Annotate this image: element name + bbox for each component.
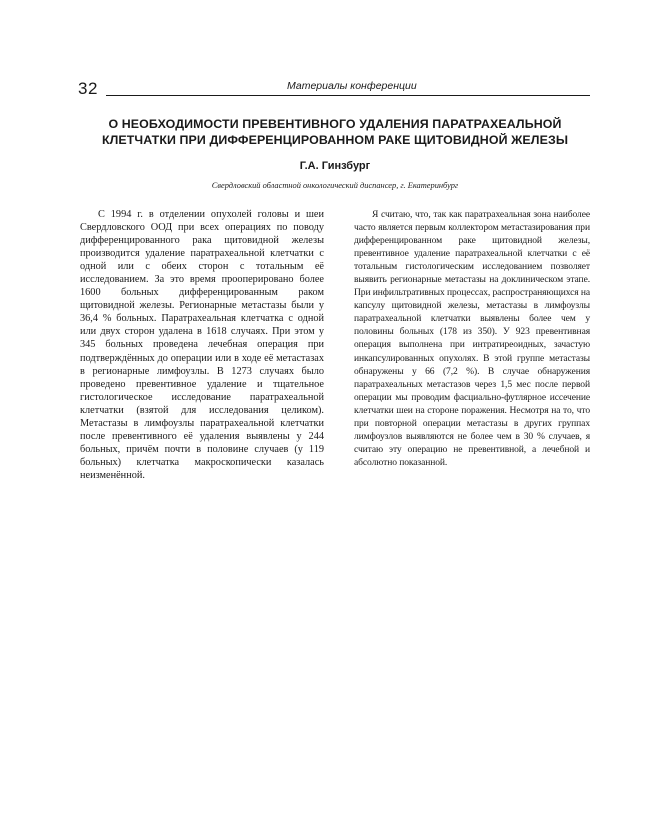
article-title: О НЕОБХОДИМОСТИ ПРЕВЕНТИВНОГО УДАЛЕНИЯ ПАРАТРАХЕАЛЬНОЙ КЛЕТЧАТКИ ПРИ ДИФФЕРЕНЦИРОВАННОМ РАКЕ ЩИТОВИДНОЙ ЖЕЛЕЗЫ <box>101 117 569 147</box>
page-number: 32 <box>78 79 98 98</box>
right-column-text: Я считаю, что, так как паратрахеальная зона наиболее часто является первым коллектором метастазирования при дифференцированном раке щитовидной железы, превентивное удаление паратрахеальной клетчатки с её тотальным гистологическим исследованием позволяет выявить регионарные метастазы на доклиническом этапе. При инфильтративных процессах, распространяющихся на капсулу щитовидной железы, метастазы в лимфоузлы паратрахеальной клетчатки выявлены более чем у половины больных (178 из 350). У 923 превентивная операция выполнена при интратиреоидных, зачастую инкапсулированных опухолях. В этой группе метастазы обнаружены у 66 (7,2 %). В случае обнаружения паратрахеальных метастазов через 1,5 мес после первой операции мы проводим фасциально-футлярное иссечение клетчатки шеи на стороне поражения. Несмотря на то, что при повторной операции метастазы в других группах лимфоузлов выявляются не более чем в 30 % случаев, я считаю эту операцию не превентивной, а лечебной и абсолютно показанной. <box>354 209 591 468</box>
header-rule <box>106 95 590 96</box>
author-affiliation: Свердловский областной онкологический диспансер, г. Екатеринбург <box>211 181 459 190</box>
running-title: Материалы конференции <box>287 80 417 92</box>
left-column-text: С 1994 г. в отделении опухолей головы и шеи Свердловского ООД при всех операциях по поводу дифференцированного рака щитовидной железы производится удаление паратрахеальной клетчатки с одной или с обеих сторон с тотальным её исследованием. За это время прооперировано более 1600 больных дифференцированным раком щитовидной железы. Регионарные метастазы были у 36,4 % больных. Паратрахеальная клетчатка с одной или двух сторон удалена в 1618 случаях. При этом у 345 больных проведена лечебная операция при подтверждённых до операции или в ходе её метастазах в регионарные лимфоузлы. В 1273 случаях было проведено превентивное удаление и тщательное гистологическое исследование паратрахеальной клетчатки (взятой для исследования целиком). Метастазы в лимфоузлы паратрахеальной клетчатки после превентивного её удаления выявлены у 244 больных, причём почти в половине случаев (у 119 больных) клетчатка макроскопически казалась неизменённой. <box>80 209 324 481</box>
author-name: Г.А. Гинзбург <box>299 160 371 172</box>
